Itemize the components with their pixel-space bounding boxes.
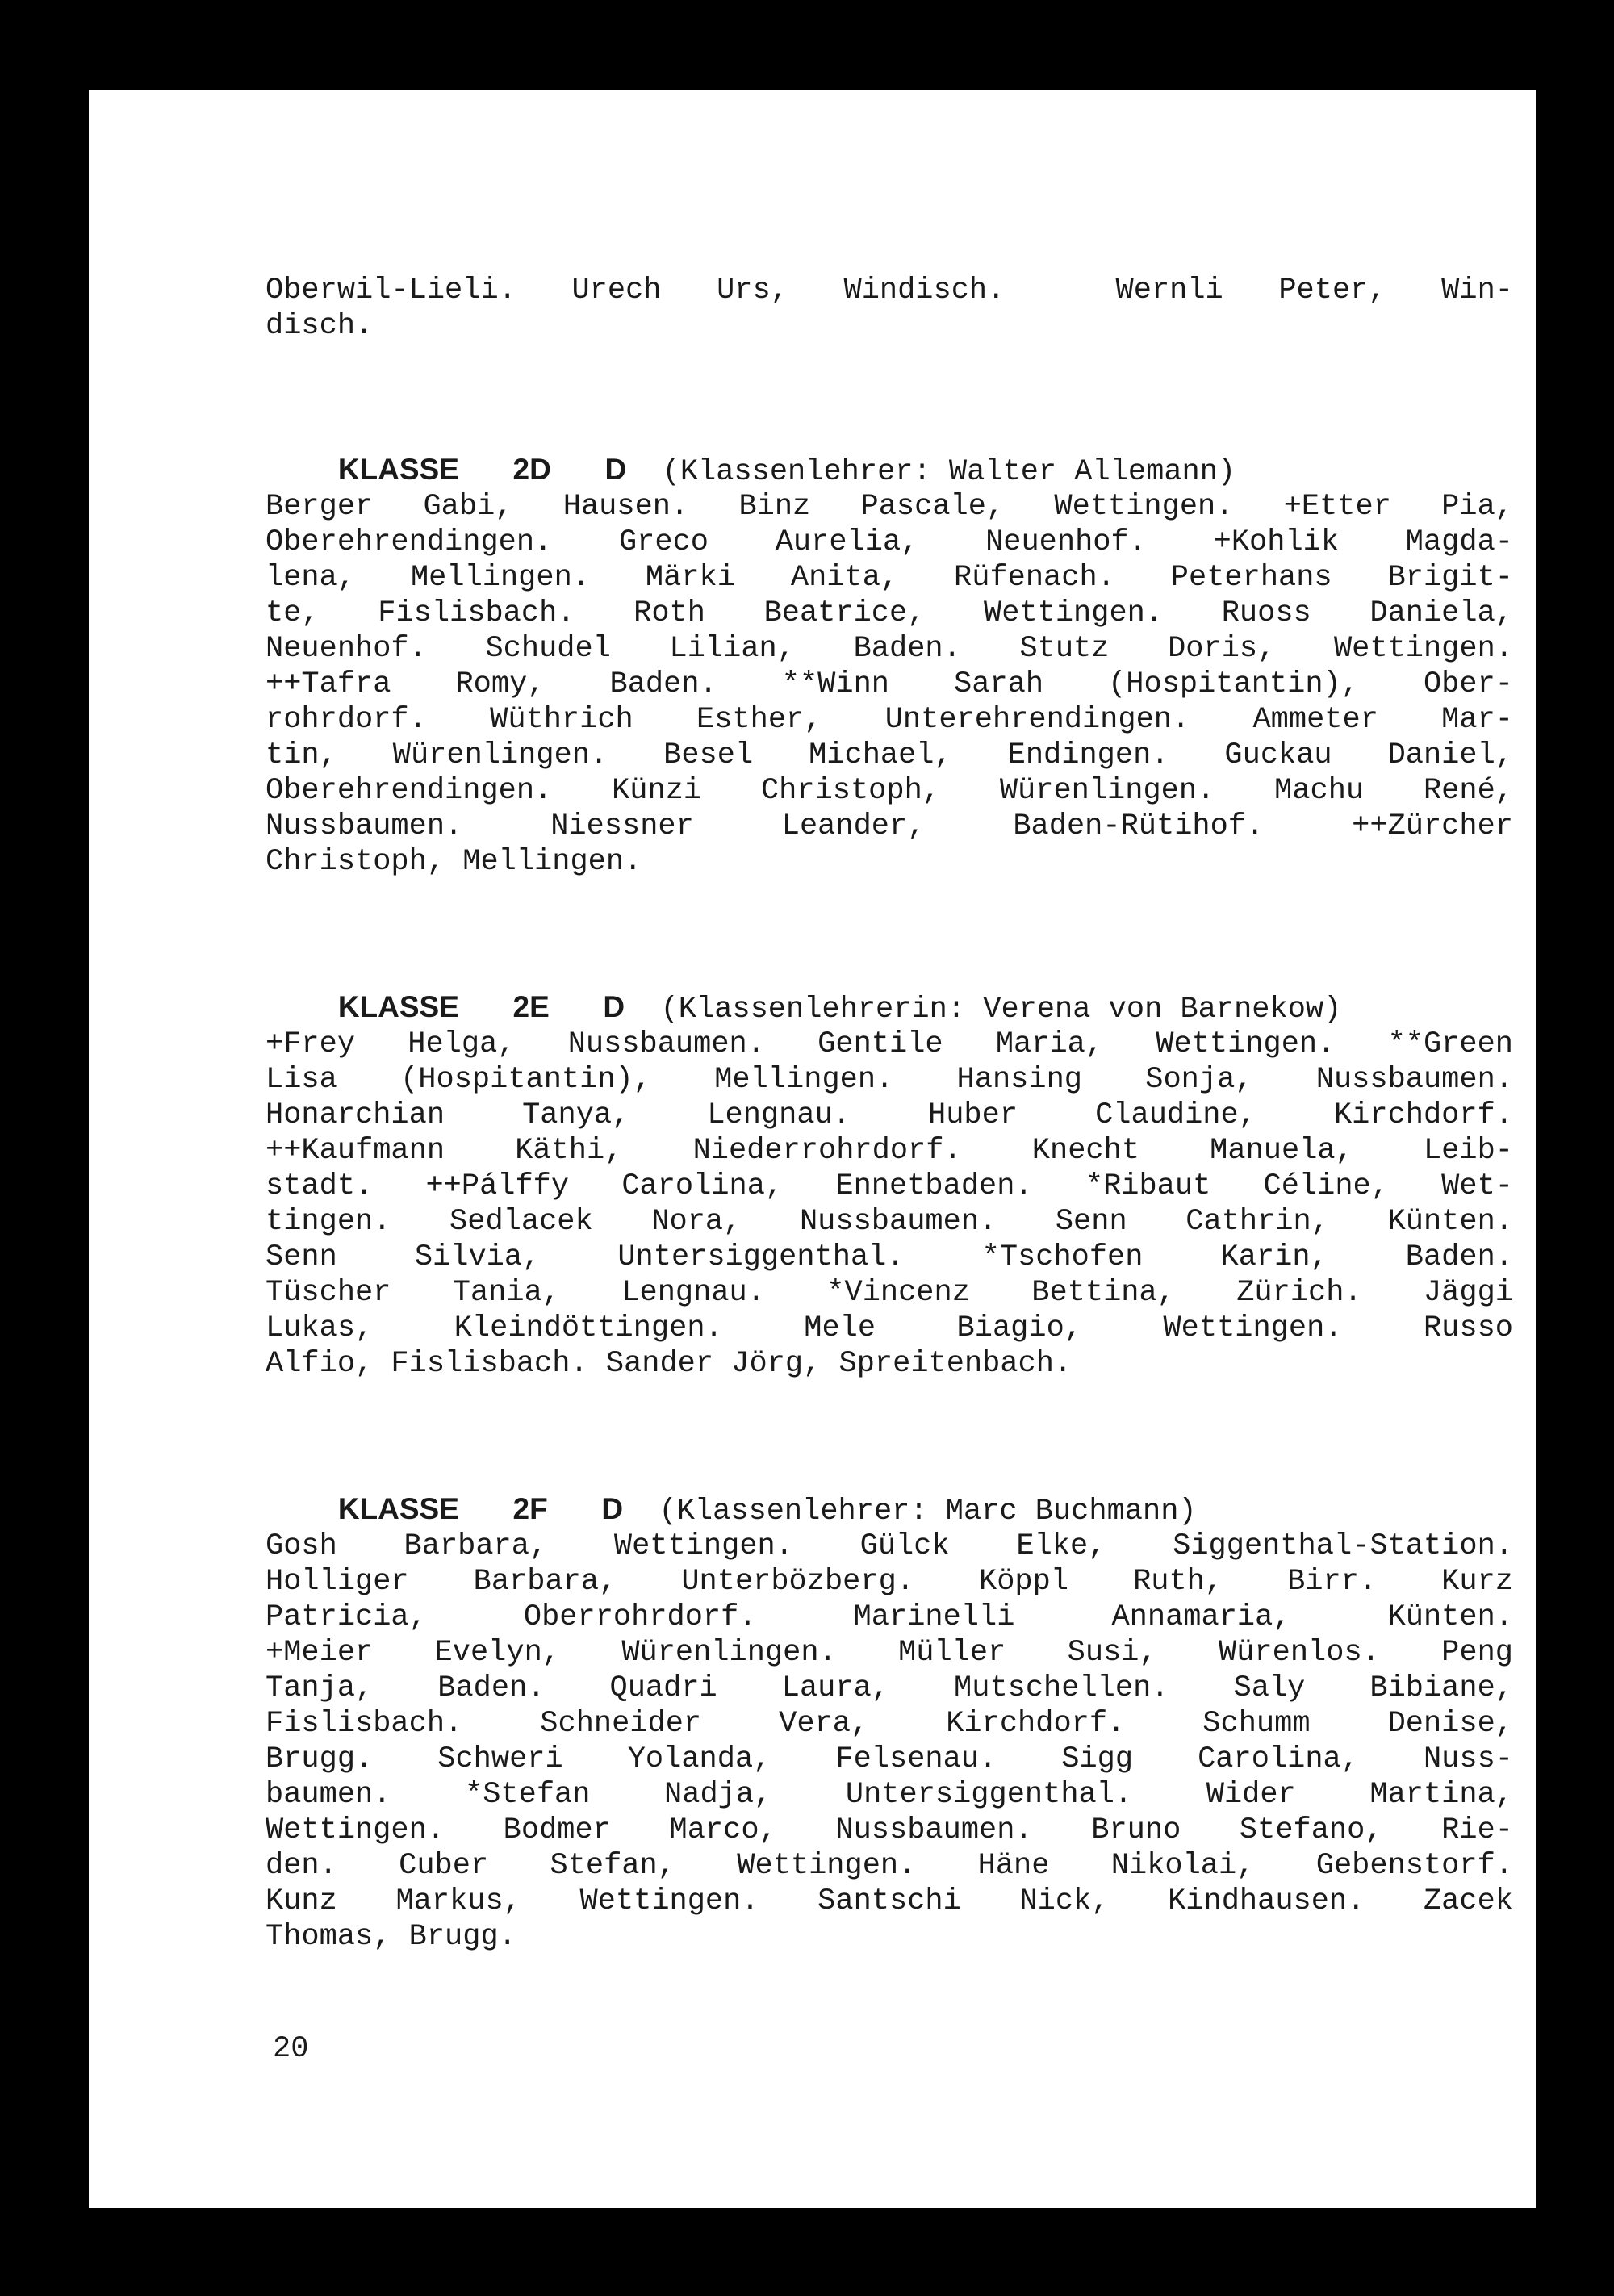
section-line: Christoph, Mellingen. — [266, 845, 642, 879]
section-line: rohrdorf. Wüthrich Esther, Unterehrendingen. Ammeter Mar- — [266, 703, 1513, 737]
intro-line: disch. — [266, 309, 374, 343]
section-line: Wettingen. Bodmer Marco, Nussbaumen. Bruno Stefano, Rie- — [266, 1813, 1513, 1847]
page-number: 20 — [273, 2032, 309, 2066]
section-line: te, Fislisbach. Roth Beatrice, Wettingen. Ruoss Daniela, — [266, 596, 1513, 630]
class-teacher: (Klassenlehrer: Marc Buchmann) — [659, 1495, 1197, 1529]
section-line: ++Tafra Romy, Baden. **Winn Sarah (Hospitantin), Ober- — [266, 667, 1513, 701]
class-teacher: (Klassenlehrer: Walter Allemann) — [662, 455, 1236, 489]
section-line: baumen. *Stefan Nadja, Untersiggenthal. Wider Martina, — [266, 1778, 1513, 1812]
section-line: Neuenhof. Schudel Lilian, Baden. Stutz Doris, Wettingen. — [266, 632, 1513, 666]
section-line: stadt. ++Pálffy Carolina, Ennetbaden. *Ribaut Céline, Wet- — [266, 1169, 1513, 1203]
section-line: Kunz Markus, Wettingen. Santschi Nick, Kindhausen. Zacek — [266, 1884, 1513, 1918]
class-d: D — [603, 990, 625, 1023]
class-d: D — [601, 1492, 624, 1525]
section-line: Brugg. Schweri Yolanda, Felsenau. Sigg Carolina, Nuss- — [266, 1742, 1513, 1776]
klasse-label: KLASSE — [337, 453, 459, 486]
section-line: ++Kaufmann Käthi, Niederrohrdorf. Knecht Manuela, Leib- — [266, 1134, 1513, 1168]
section-line: +Frey Helga, Nussbaumen. Gentile Maria, Wettingen. **Green — [266, 1027, 1513, 1061]
section-line: Patricia, Oberrohrdorf. Marinelli Annamaria, Künten. — [266, 1600, 1513, 1634]
section-line: tingen. Sedlacek Nora, Nussbaumen. Senn Cathrin, Künten. — [266, 1205, 1513, 1239]
class-teacher: (Klassenlehrerin: Verena von Barnekow) — [660, 993, 1342, 1027]
section-line: Gosh Barbara, Wettingen. Gülck Elke, Siggenthal-Station. — [266, 1529, 1513, 1563]
section-line: lena, Mellingen. Märki Anita, Rüfenach. Peterhans Brigit- — [266, 561, 1513, 595]
section-line: Tüscher Tania, Lengnau. *Vincenz Bettina, Zürich. Jäggi — [266, 1276, 1513, 1310]
section-line: +Meier Evelyn, Würenlingen. Müller Susi, Würenlos. Peng — [266, 1636, 1513, 1670]
section-line: Berger Gabi, Hausen. Binz Pascale, Wettingen. +Etter Pia, — [266, 490, 1513, 524]
document-page — [89, 90, 1536, 2208]
section-line: tin, Würenlingen. Besel Michael, Endingen. Guckau Daniel, — [266, 738, 1513, 772]
intro-line: Oberwil-Lieli. Urech Urs, Windisch. Wernli Peter, Win- — [266, 274, 1513, 307]
klasse-label: KLASSE — [337, 990, 459, 1023]
class-code: 2D — [512, 453, 551, 486]
section-line: den. Cuber Stefan, Wettingen. Häne Nikolai, Gebenstorf. — [266, 1849, 1513, 1883]
section-line: Oberehrendingen. Greco Aurelia, Neuenhof. +Kohlik Magda- — [266, 525, 1513, 559]
class-code: 2F — [512, 1492, 548, 1525]
class-d: D — [604, 453, 627, 486]
section-line: Alfio, Fislisbach. Sander Jörg, Spreitenbach. — [266, 1347, 1073, 1381]
section-line: Senn Silvia, Untersiggenthal. *Tschofen Karin, Baden. — [266, 1240, 1513, 1274]
section-line: Lukas, Kleindöttingen. Mele Biagio, Wettingen. Russo — [266, 1311, 1513, 1345]
section-line: Holliger Barbara, Unterbözberg. Köppl Ruth, Birr. Kurz — [266, 1565, 1513, 1599]
section-line: Oberehrendingen. Künzi Christoph, Würenlingen. Machu René, — [266, 774, 1513, 808]
section-line: Tanja, Baden. Quadri Laura, Mutschellen. Saly Bibiane, — [266, 1671, 1513, 1705]
klasse-label: KLASSE — [337, 1492, 459, 1525]
class-code: 2E — [512, 990, 550, 1023]
section-line: Fislisbach. Schneider Vera, Kirchdorf. Schumm Denise, — [266, 1707, 1513, 1741]
section-line: Nussbaumen. Niessner Leander, Baden-Rütihof. ++Zürcher — [266, 809, 1513, 843]
section-line: Lisa (Hospitantin), Mellingen. Hansing Sonja, Nussbaumen. — [266, 1063, 1513, 1097]
section-line: Honarchian Tanya, Lengnau. Huber Claudine, Kirchdorf. — [266, 1098, 1513, 1132]
section-line: Thomas, Brugg. — [266, 1920, 516, 1954]
